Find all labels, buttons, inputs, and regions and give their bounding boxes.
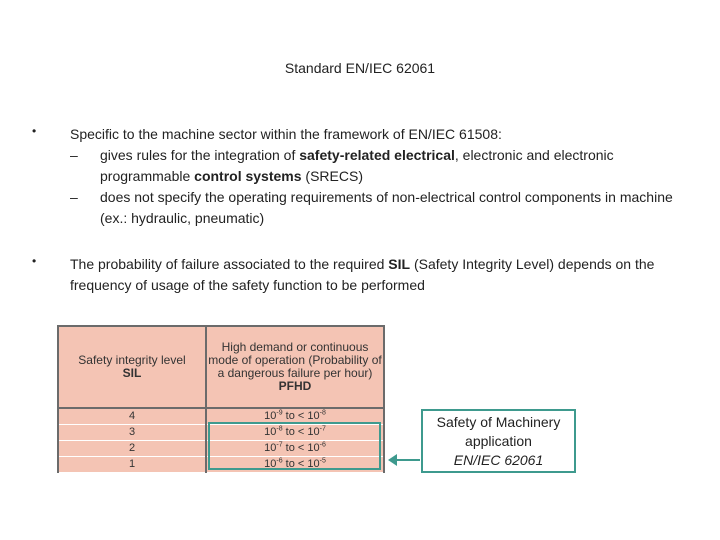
- pfhd-cell: $10^{-8}$ to < $10^{-7}$: [206, 425, 384, 441]
- sil-cell: 4: [58, 408, 206, 425]
- sil-cell: 1: [58, 457, 206, 473]
- bullet-probability: [70, 254, 700, 296]
- callout-line: Safety of Machinery: [436, 414, 561, 430]
- sil-cell: 2: [58, 441, 206, 457]
- bullet-text: The probability of failure associated to the required: [70, 256, 389, 272]
- sub-bullet-scope: [70, 187, 700, 229]
- pfhd-cell: $10^{-6}$ to < $10^{-5}$: [206, 457, 384, 473]
- sub-bold-text: safety-related electrical: [299, 147, 455, 163]
- pfhd-column-header: High demand or continuous mode of operation (Probability of a dangerous failure per hour) PFHD: [206, 326, 384, 408]
- sub-bold-text: control systems: [194, 168, 302, 184]
- page-title: Standard EN/IEC 62061: [284, 60, 436, 76]
- callout-standard: EN/IEC 62061: [453, 452, 544, 468]
- bullet-sector-text: Specific to the machine sector within the framework of EN/IEC 61508:: [70, 126, 502, 142]
- bullet-marker: •: [32, 124, 37, 138]
- callout-line: application: [465, 433, 532, 449]
- pfhd-cell: $10^{-9}$ to < $10^{-8}$: [206, 408, 384, 425]
- sil-column-header: Safety integrity level SIL: [58, 326, 206, 408]
- sub-text: does not specify the operating requirements of non-electrical control components in machine (ex.: hydraulic, pneumatic): [100, 189, 673, 226]
- bullet-bold-text: SIL: [388, 256, 411, 272]
- sub-text: gives rules for the integration of: [100, 147, 300, 163]
- bullet-marker: •: [32, 254, 37, 268]
- bullet-sector: [70, 124, 700, 229]
- pfhd-cell: $10^{-7}$ to < $10^{-6}$: [206, 441, 384, 457]
- pfhd-highlight-box: [208, 422, 381, 470]
- dash-marker: –: [70, 189, 78, 205]
- sub-text: , electronic and electronic programmable: [100, 147, 614, 184]
- sil-cell: 3: [58, 425, 206, 441]
- dash-marker: –: [70, 147, 78, 163]
- callout-box: [421, 409, 576, 473]
- bullet-text: (Safety Integrity Level) depends on the frequency of usage of the safety function to be performed: [70, 256, 655, 293]
- arrow-left-icon: [388, 453, 420, 467]
- sub-text: (SRECS): [301, 168, 363, 184]
- sub-bullet-integration: [70, 145, 700, 187]
